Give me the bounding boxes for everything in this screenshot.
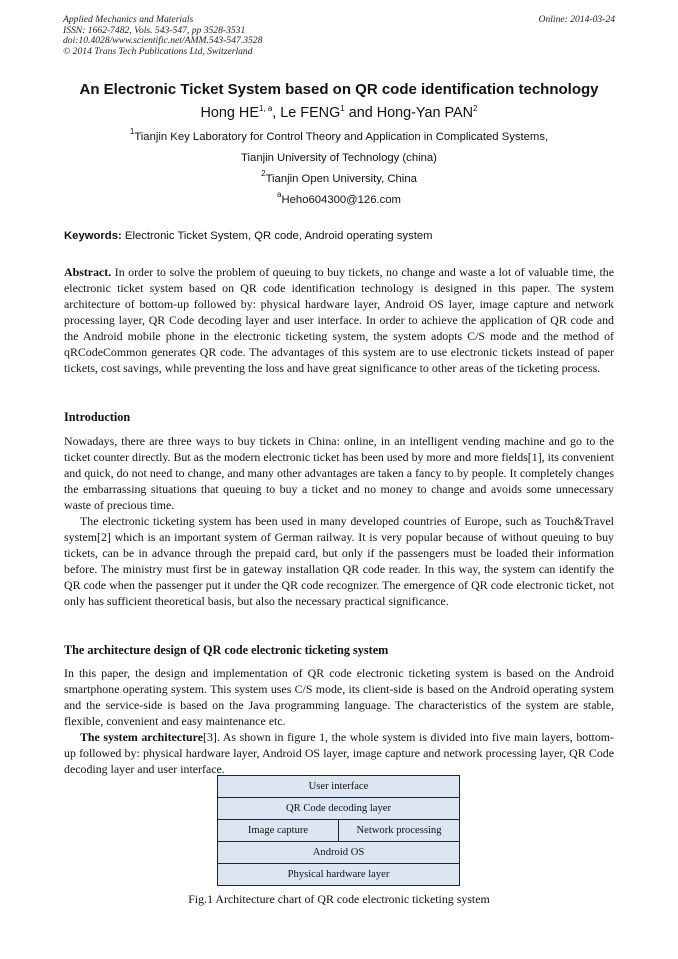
issn-line: ISSN: 1662-7482, Vols. 543-547, pp 3528-3531 — [63, 24, 246, 36]
author-email — [0, 190, 678, 206]
author-separator: , — [272, 105, 281, 121]
architecture-paragraph-1: In this paper, the design and implementation of QR code electronic ticketing system is based on the Android smartphone operating system. This system uses C/S mode, its client-side is based on the Android operating system and the service-side is based on the Java programming language. The characteristics of the system are stable, flexible, convenient and easy maintenance etc. — [64, 666, 614, 728]
architecture-figure — [217, 775, 460, 886]
architecture-bold-lead: The system architecture — [80, 730, 203, 744]
copyright-line: © 2014 Trans Tech Publications Ltd, Switzerland — [63, 45, 253, 57]
section-heading-architecture: The architecture design of QR code electronic ticketing system — [64, 643, 389, 657]
author-sup: 1, a — [258, 104, 273, 113]
author-sup: 1 — [340, 104, 345, 113]
layer-image-capture: Image capture — [218, 820, 339, 842]
figure-caption: Fig.1 Architecture chart of QR code electronic ticketing system — [188, 892, 490, 906]
section-heading-introduction: Introduction — [64, 410, 131, 424]
affiliation-text: Tianjin Key Laboratory for Control Theory and Application in Complicated Systems, — [134, 131, 549, 143]
layer-user-interface: User interface — [218, 776, 460, 798]
doi-line: doi:10.4028/www.scientific.net/AMM.543-547.3528 — [63, 35, 263, 47]
paper-title: An Electronic Ticket System based on QR code identification technology — [79, 81, 599, 98]
architecture-paragraph-2 — [64, 729, 614, 777]
layer-android-os: Android OS — [218, 842, 460, 864]
journal-header — [63, 15, 615, 57]
keywords — [64, 230, 624, 242]
abstract-text: In order to solve the problem of queuing to buy tickets, no change and waste a lot of valuable time, the electronic ticket system based on QR code identification technology is designed in this paper. The system architecture of bottom-up followed by: physical hardware layer, Android OS layer, image capture and network processing layer, QR Code decoding layer and user interface. In order to achieve the application of QR code and the Android mobile phone in the electronic ticketing system, the system adopts C/S mode and the method of qRCodeCommon generates QR code. The advantages of this system are to use electronic tickets instead of paper tickets, cost savings, while preventing the loss and have great significance to other areas of the ticketing process. — [64, 265, 615, 375]
affiliation-sup: 2 — [261, 169, 266, 178]
email-sup: a — [277, 190, 282, 199]
affiliation-1-line-1 — [0, 127, 678, 143]
affiliation-text: Tianjin Open University, China — [265, 173, 417, 185]
abstract — [64, 264, 614, 376]
layer-qr-decoding: QR Code decoding layer — [218, 798, 460, 820]
intro-paragraph-2: The electronic ticketing system has been used in many developed countries of Europe, such as Touch&Travel system[2] which is an important system of German railway. It is very popular because of without queuing to buy tickets, can be in advance through the prepaid card, but only if the passengers must be loaded their information before. The ministry must first be in gateway installation QR code reader. In this way, the system can identify the QR code when the passenger put it under the QR code recognizer. The emergence of QR code electronic ticket, not only has sufficient theoretical basis, but also the necessary practical significance. — [64, 514, 614, 608]
author-name: Le FENG — [280, 105, 341, 121]
layer-physical-hardware: Physical hardware layer — [218, 864, 460, 886]
email-text: Heho604300@126.com — [281, 194, 401, 206]
author-separator: and — [344, 105, 377, 121]
keywords-text: Electronic Ticket System, QR code, Android operating system — [124, 230, 433, 242]
online-date: Online: 2014-03-24 — [538, 14, 615, 25]
author-name: Hong-Yan PAN — [376, 105, 473, 121]
author-sup: 2 — [473, 104, 478, 113]
affiliation-2 — [0, 169, 678, 185]
abstract-label: Abstract. — [64, 265, 112, 279]
affiliation-1-line-2: Tianjin University of Technology (china) — [241, 152, 437, 164]
architecture-paragraph-2-text: [3]. As shown in figure 1, the whole system is divided into five main layers, bottom-up followed by: physical hardware layer, Android OS layer, image capture and network processing layer, QR Code decoding layer and user interface. — [64, 730, 614, 776]
keywords-label: Keywords: — [64, 230, 122, 242]
author-name: Hong HE — [200, 105, 259, 121]
affiliation-sup: 1 — [129, 127, 135, 136]
intro-paragraph-1: Nowadays, there are three ways to buy tickets in China: online, in an intelligent vending machine and go to the ticket counter directly. But as the modern electronic ticket has been used by more and more fields[1], its convenient and quick, do not need to change, and many other advantages are taken a fancy to by people. It completely changes the embarrassing situations that queuing to buy a ticket and no money to change and avoids some unnecessary waste of precious time. — [64, 434, 614, 512]
journal-name: Applied Mechanics and Materials — [63, 14, 194, 25]
author-line — [0, 105, 678, 121]
layer-network-processing: Network processing — [339, 820, 460, 842]
